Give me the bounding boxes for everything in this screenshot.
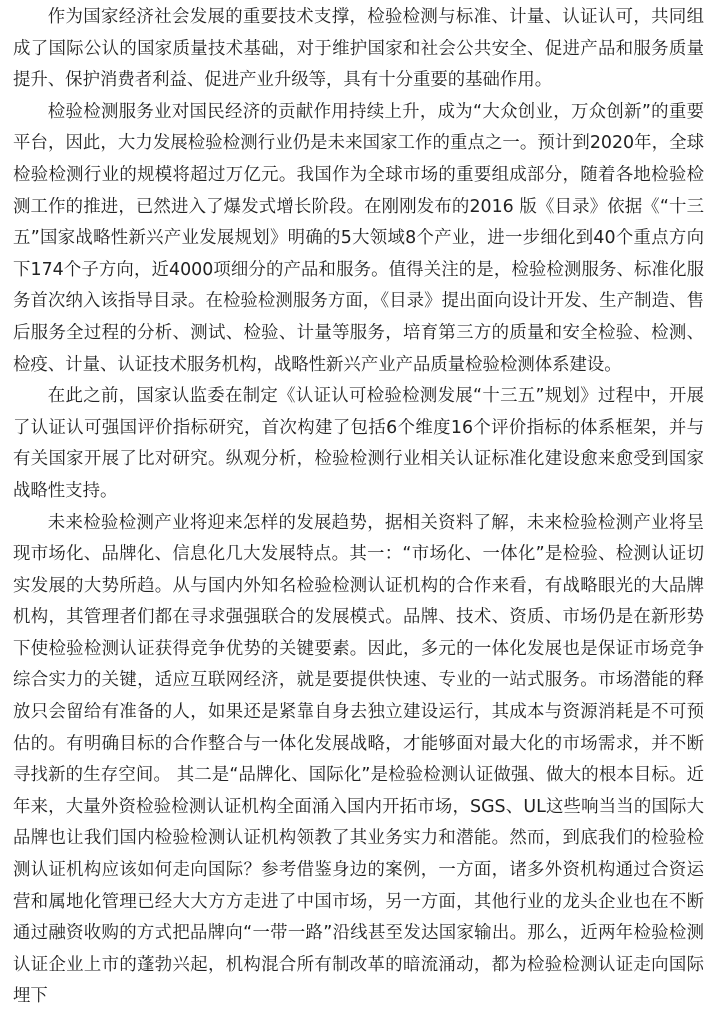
paragraph-1: 作为国家经济社会发展的重要技术支撑，检验检测与标准、计量、认证认可，共同组成了国际公认的国家质量技术基础，对于维护国家和社会公共安全、促进产品和服务质量提升、保护消费者利益、促进产业升级等，具有十分重要的基础作用。: [13, 2, 704, 97]
paragraph-4: 未来检验检测产业将迎来怎样的发展趋势，据相关资料了解，未来检验检测产业将呈现市场化、品牌化、信息化几大发展特点。其一：“市场化、一体化”是检验、检测认证切实发展的大势所趋。从与国内外知名检验检测认证机构的合作来看，有战略眼光的大品牌机构，其管理者们都在寻求强强联合的发展模式。品牌、技术、资质、市场仍是在新形势下使检验检测认证获得竞争优势的关键要素。因此，多元的一体化发展也是保证市场竞争综合实力的关键，适应互联网经济，就是要提供快速、专业的一站式服务。市场潜能的释放只会留给有准备的人，如果还是紧靠自身去独立建设运行，其成本与资源消耗是不可预估的。有明确目标的合作整合与一体化发展战略，才能够面对最大化的市场需求，并不断寻找新的生存空间。 其二是“品牌化、国际化”是检验检测认证做强、做大的根本目标。近年来，大量外资检验检测认证机构全面涌入国内开拓市场，SGS、UL这些响当当的国际大品牌也让我们国内检验检测认证机构领教了其业务实力和潜能。然而，到底我们的检验检测认证机构应该如何走向国际？参考借鉴身边的案例，一方面，诸多外资机构通过合资运营和属地化管理已经大大方方走进了中国市场，另一方面，其他行业的龙头企业也在不断通过融资收购的方式把品牌向“一带一路”沿线甚至发达国家输出。那么，近两年检验检测认证企业上市的蓬勃兴起，机构混合所有制改革的暗流涌动，都为检验检测认证走向国际埋下: [13, 508, 704, 1013]
paragraph-2: 检验检测服务业对国民经济的贡献作用持续上升，成为“大众创业，万众创新”的重要平台，因此，大力发展检验检测行业仍是未来国家工作的重点之一。预计到2020年，全球检验检测行业的规模将超过万亿元。我国作为全球市场的重要组成部分，随着各地检验检测工作的推进，已然进入了爆发式增长阶段。在刚刚发布的2016 版《目录》依据《“十三五”国家战略性新兴产业发展规划》明确的5大领域8个产业，进一步细化到40个重点方向下174个子方向，近4000项细分的产品和服务。值得关注的是，检验检测服务、标准化服务首次纳入该指导目录。在检验检测服务方面，《目录》提出面向设计开发、生产制造、售后服务全过程的分析、测试、检验、计量等服务，培育第三方的质量和安全检验、检测、检疫、计量、认证技术服务机构，战略性新兴产业产品质量检验检测体系建设。: [13, 97, 704, 381]
paragraph-3: 在此之前，国家认监委在制定《认证认可检验检测发展“十三五”规划》过程中，开展了认证认可强国评价指标研究，首次构建了包括6个维度16个评价指标的体系框架，并与有关国家开展了比对研究。纵观分析，检验检测行业相关认证标准化建设愈来愈受到国家战略性支持。: [13, 381, 704, 507]
